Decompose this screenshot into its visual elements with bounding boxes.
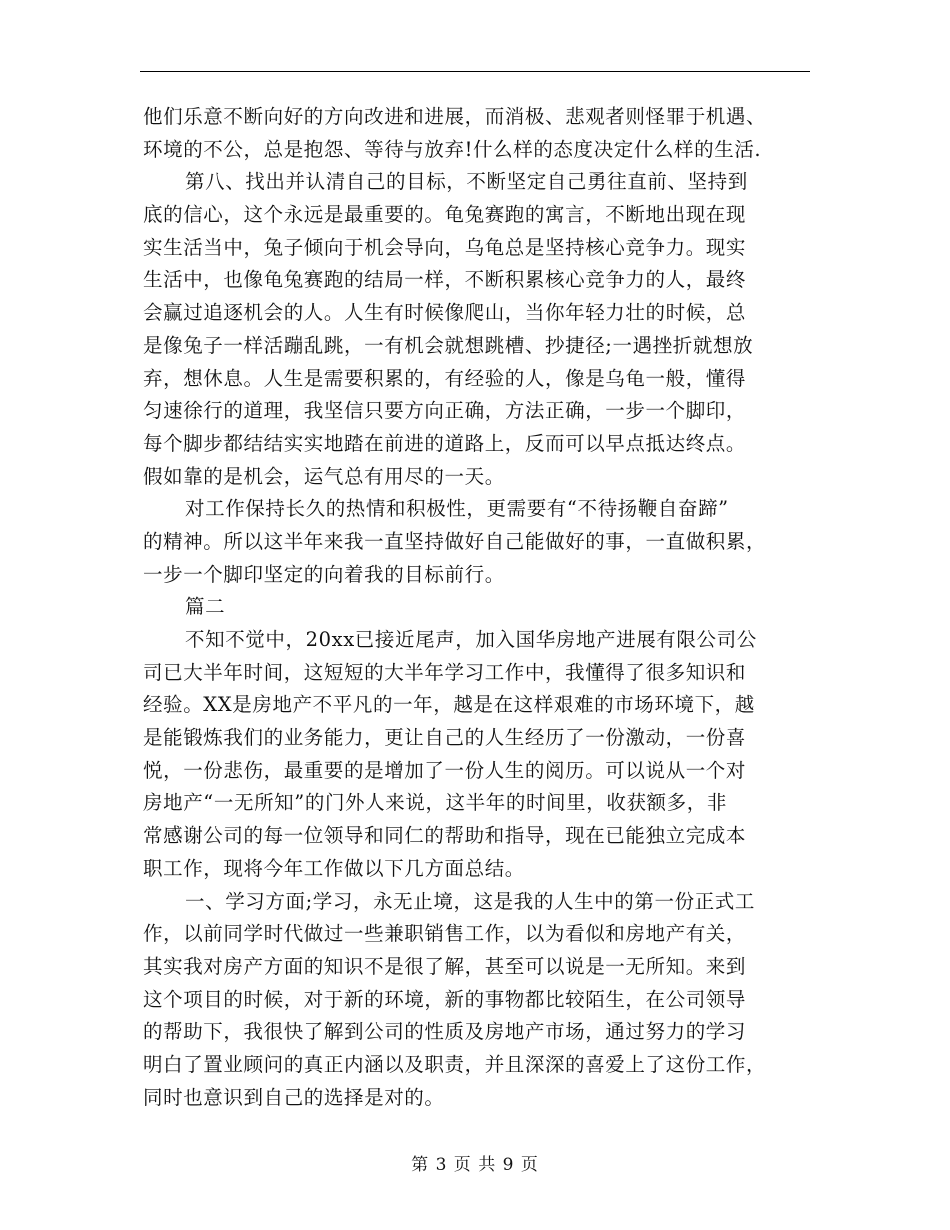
header-rule [140,71,810,72]
text-line: 这个项目的时候，对于新的环境，新的事物都比较陌生，在公司领导 [143,987,747,1011]
text-line: 实生活当中，兔子倾向于机会导向，乌龟总是坚持核心竞争力。现实 [143,235,747,259]
text-line: 其实我对房产方面的知识不是很了解，甚至可以说是一无所知。来到 [143,954,747,978]
document-body [143,101,813,1114]
text-line: 常感谢公司的每一位领导和同仁的帮助和指导，现在已能独立完成本 [143,824,747,848]
text-line: 不知不觉中，20xx已接近尾声，加入国华房地产进展有限公司公 [185,628,757,651]
text-line: 经验。XX是房地产不平凡的一年，越是在这样艰难的市场环境下，越 [143,693,755,717]
text-line: 的帮助下，我很快了解到公司的性质及房地产市场，通过努力的学习 [143,1020,747,1044]
text-line: 房地产“一无所知”的门外人来说，这半年的时间里，收获额多，非 [143,791,727,815]
text-line: 作，以前同学时代做过一些兼职销售工作，以为看似和房地产有关， [143,922,747,946]
text-line: 假如靠的是机会，运气总有用尽的一天。 [143,464,505,488]
text-line: 篇二 [185,595,226,619]
text-line: 生活中，也像龟兔赛跑的结局一样，不断积累核心竞争力的人，最终 [143,268,747,292]
text-line: 他们乐意不断向好的方向改进和进展，而消极、悲观者则怪罪于机遇、 [143,105,767,128]
page-footer: 第 3 页 共 9 页 [411,1155,539,1175]
text-line: 职工作，现将今年工作做以下几方面总结。 [143,856,525,880]
text-line: 弃，想休息。人生是需要积累的，有经验的人，像是乌龟一般，懂得 [143,366,747,390]
text-line: 会赢过追逐机会的人。人生有时候像爬山，当你年轻力壮的时候，总 [143,301,747,325]
text-line: 环境的不公，总是抱怨、等待与放弃!什么样的态度决定什么样的生活. [143,137,762,161]
text-line: 匀速徐行的道理，我坚信只要方向正确，方法正确，一步一个脚印， [143,399,747,423]
text-line: 每个脚步都结结实实地踏在前进的道路上，反而可以早点抵达终点。 [143,431,747,455]
text-line: 底的信心，这个永远是最重要的。龟兔赛跑的寓言，不断地出现在现 [143,203,747,227]
text-line: 一、学习方面;学习，永无止境，这是我的人生中的第一份正式工 [185,889,755,913]
text-line: 悦，一份悲伤，最重要的是增加了一份人生的阅历。可以说从一个对 [143,758,747,782]
text-line: 是像兔子一样活蹦乱跳，一有机会就想跳槽、抄捷径;一遇挫折就想放 [143,333,754,357]
text-line: 同时也意识到自己的选择是对的。 [143,1085,445,1109]
text-line: 对工作保持长久的热情和积极性，更需要有“不待扬鞭自奋蹄” [185,497,729,521]
text-line: 明白了置业顾问的真正内涵以及职责，并且深深的喜爱上了这份工作， [143,1052,767,1076]
text-line: 的精神。所以这半年来我一直坚持做好自己能做好的事，一直做积累， [143,529,767,553]
text-line: 第八、找出并认清自己的目标，不断坚定自己勇往直前、坚持到 [185,170,748,194]
text-line: 是能锻炼我们的业务能力，更让自己的人生经历了一份激动，一份喜 [143,726,747,750]
text-line: 司已大半年时间，这短短的大半年学习工作中，我懂得了很多知识和 [143,660,747,684]
text-line: 一步一个脚印坚定的向着我的目标前行。 [143,562,505,586]
